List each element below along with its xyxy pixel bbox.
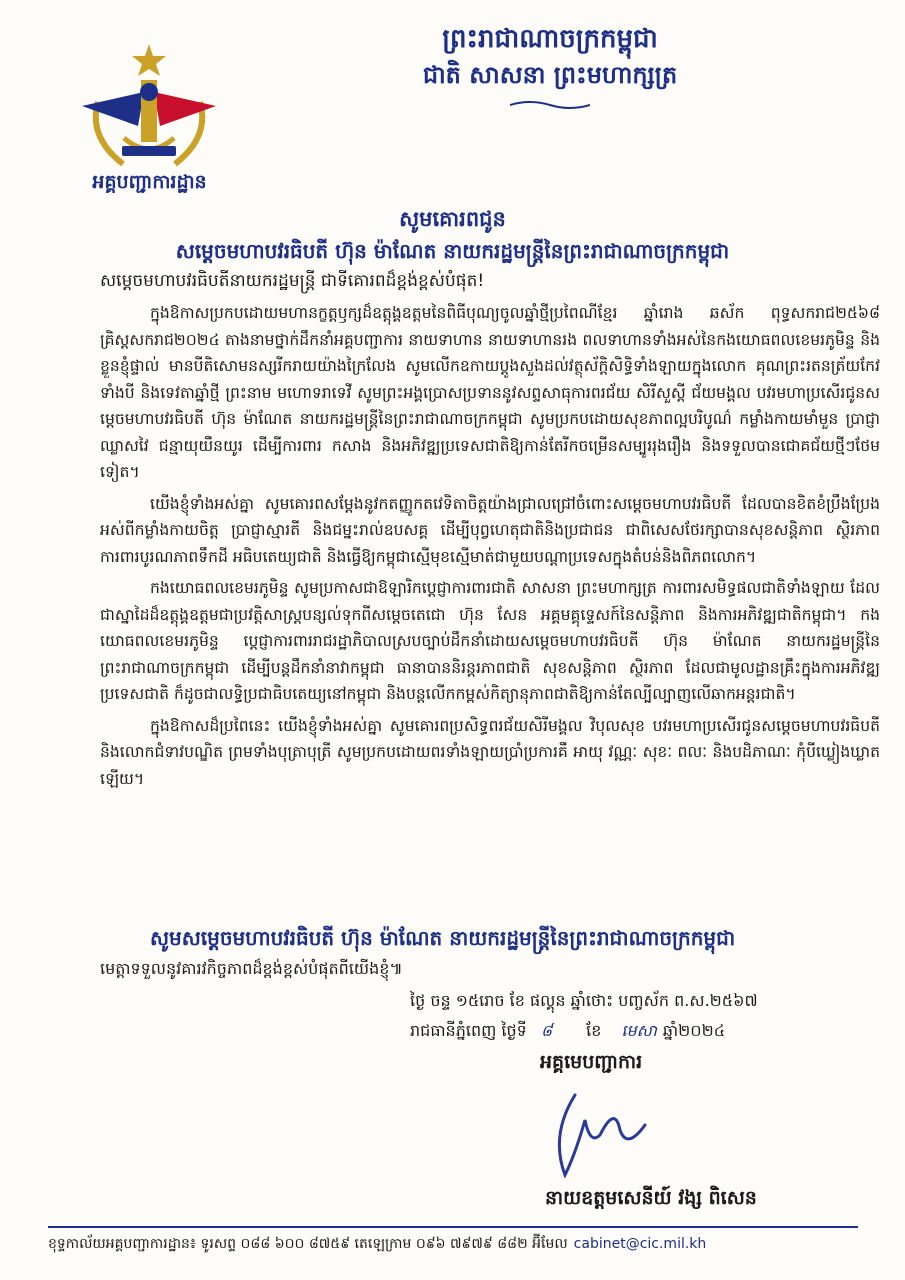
signer-name: នាយឧត្តមសេនីយ៍ វង្ស ពិសេន xyxy=(545,1187,757,1209)
salutation: សម្ដេចមហាបវរធិបតីនាយករដ្ឋមន្ត្រី ជាទីគោរពដ៏ខ្ពង់ខ្ពស់បំផុត! xyxy=(100,271,485,291)
department-name: អគ្គបញ្ជាការដ្ឋាន xyxy=(92,171,207,193)
body-paragraph: ក្នុងឱកាសប្រកបដោយមហានក្ខត្តឫក្សដ៏ឧត្តុង្គឧត្តមនៃពិធីបុណ្យចូលឆ្នាំថ្មីប្រពៃណីខ្មែរ ឆ្នាំរោង ឆស័ក ពុទ្ធសករាជ២៥៦៨ គ្រិស្តសករាជ២០២៤ តាងនាមថ្នាក់ដឹកនាំអគ្គបញ្ជាការ នាយទាហាន នាយទាហានរង ពលទាហានទាំងអស់នៃកងយោធពលខេមរភូមិន្ទ និងខ្លួនខ្ញុំផ្ទាល់ មានបីតិសោមនស្សរីករាយយ៉ាងក្រៃលែង សូមលើកឧកាយប្ដូងសួងដល់វត្ថុស័ក្តិសិទ្ធិទាំងឡាយក្នុងលោក គុណព្រះរតនត្រ័យកែវទាំងបី និងទេវតាឆ្នាំថ្មី ព្រះនាម មហោទរាទេវី សូមព្រះអង្គប្រោសប្រទាននូវសព្ទសាធុការពរជ័យ សិរីសួស្តី ជ័យមង្គល បវរមហាប្រសើរជូនសម្តេចមហាបវរធិបតី ហ៊ុន ម៉ាណែត នាយករដ្ឋមន្ត្រីនៃព្រះរាជាណាចក្រកម្ពុជា សូមប្រកបដោយសុខភាពល្អបរិបូណ៌ កម្លាំងកាយមាំមួន ប្រាជ្ញាឈ្លាសវៃ ជន្មាយុយឺនយូរ ដើម្បីការពារ កសាង និងអភិវឌ្ឍប្រទេសជាតិឱ្យកាន់តែរីកចម្រើនសម្បូររុងរឿង និងទទួលបានជោគជ័យថ្មីៗថែមទៀត។ xyxy=(100,304,880,481)
addressee: សម្តេចមហាបវរធិបតី ហ៊ុន ម៉ាណែត នាយករដ្ឋមន្ត្រីនៃព្រះរាជាណាចក្រកម្ពុជា xyxy=(175,239,730,263)
solar-date xyxy=(410,1020,880,1044)
solar-date-prefix: រាជធានីភ្នំពេញ ថ្ងៃទី xyxy=(410,1021,527,1040)
respectfully-to: សូមគោរពជូន xyxy=(399,207,506,231)
military-emblem-icon xyxy=(78,42,220,174)
closing-bold: សូមសម្តេចមហាបវរធិបតី ហ៊ុន ម៉ាណែត នាយករដ្ឋមន្ត្រីនៃព្រះរាជាណាចក្រកម្ពុជា xyxy=(150,926,736,950)
solar-month: មេសា xyxy=(621,1021,657,1040)
solar-month-label: ខែ xyxy=(586,1021,602,1040)
signature-icon xyxy=(545,1075,695,1185)
body-paragraph: យើងខ្ញុំទាំងអស់គ្នា សូមគោរពសម្ដែងនូវកតញ្ញូកតវេទិតាចិត្តយ៉ាងជ្រាលជ្រៅចំពោះសម្តេចមហាបវរធិបតី ដែលបានខិតខំប្រឹងប្រែងអស់ពីកម្លាំងកាយចិត្ត ប្រាជ្ញាស្មារតី និងជម្នះរាល់ឧបសគ្គ ដើម្បីបុព្វហេតុជាតិនិងប្រជាជន ជាពិសេសថែរក្សាបានសុខសន្តិភាព ស្ថិរភាព ការពារបូរណភាពទឹកដី អធិបតេយ្យជាតិ និងធ្វើឱ្យកម្ពុជាស្មើមុខស្មើមាត់ជាមួយបណ្តាប្រទេសក្នុងតំបន់និងពិភពលោក។ xyxy=(100,494,880,566)
closing-tail: មេត្តាទទួលនូវគារវកិច្ចភាពដ៏ខ្ពង់ខ្ពស់បំផុតពីយើងខ្ញុំ៕ xyxy=(100,959,403,978)
kingdom-title: ព្រះរាជាណាចក្រកម្ពុជា xyxy=(442,24,658,54)
footer-email: cabinet@cic.mil.kh xyxy=(573,1236,707,1252)
body-paragraph: កងយោធពលខេមរភូមិន្ទ សូមប្រកាសជាឱឡារិកប្ដេជ្ញាការពារជាតិ សាសនា ព្រះមហាក្សត្រ ការពារសមិទ្ធផលជាតិទាំងឡាយ ដែលជាស្នាដៃដ៏ឧត្តុង្គឧត្តមជាប្រវត្តិសាស្ត្របន្សល់ទុកពីសម្តេចតេជោ ហ៊ុន សែន អគ្គមគ្គុទ្ទេសក៍នៃសន្តិភាព និងការអភិវឌ្ឍជាតិកម្ពុជា។ កងយោធពលខេមរភូមិន្ទ ប្ដេជ្ញាការពាររាជរដ្ឋាភិបាលស្របច្បាប់ដឹកនាំដោយសម្តេចមហាបវរធិបតី ហ៊ុន ម៉ាណែត នាយករដ្ឋមន្ត្រីនៃព្រះរាជាណាចក្រកម្ពុជា ដើម្បីបន្តដឹកនាំនាវាកម្ពុជា ធានាបាននិរន្តរភាពជាតិ សុខសន្តិភាព ស្ថិរភាព ដែលជាមូលដ្ឋានគ្រឹះក្នុងការអភិវឌ្ឍប្រទេសជាតិ ក៏ដូចជាលទ្ធិប្រជាធិបតេយ្យនៅកម្ពុជា និងបន្តលើកកម្ពស់កិត្យានុភាពជាតិឱ្យកាន់តែល្បីល្បាញលើឆាកអន្តរជាតិ។ xyxy=(100,579,880,703)
national-motto: ជាតិ សាសនា ព្រះមហាក្សត្រ xyxy=(422,61,678,89)
solar-year: ឆ្នាំ២០២៤ xyxy=(662,1021,726,1040)
ornament-divider-icon xyxy=(510,96,590,108)
footer-divider xyxy=(48,1226,858,1228)
solar-day: ៨ xyxy=(540,1021,553,1040)
lunar-date: ថ្ងៃ ចន្ទ ១៥រោច ខែ ផល្គុន ឆ្នាំថោះ បញ្ចស័ក ព.ស.២៥៦៧ xyxy=(410,991,758,1010)
body-paragraph: ក្នុងឱកាសដ៏ប្រពៃនេះ យើងខ្ញុំទាំងអស់គ្នា សូមគោរពប្រសិទ្ធពរជ័យសិរីមង្គល វិបុលសុខ បវរមហាប្រសើរជូនសម្តេចមហាបវរធិបតី និងលោកជំទាវបណ្ឌិត ព្រមទាំងបុត្រាបុត្រី សូមប្រកបដោយពរទាំងឡាយប្រាំប្រការគឺ អាយុ វណ្ណៈ សុខៈ ពលៈ និងបដិភាណៈ កុំបីឃ្លៀងឃ្លាតឡើយ។ xyxy=(100,716,880,788)
footer-contact xyxy=(48,1234,858,1255)
footer-contact-text: ខុទ្ទកាល័យអគ្គបញ្ជាការដ្ឋាន៖ ទូរសព្ទ ០៨៨ ៦០០ ៨៧៥៩ តេឡេក្រាម ០៩៦ ៧៩៧៩ ៨៨២ អ៊ីមែល xyxy=(48,1236,568,1252)
letter-body xyxy=(100,300,880,797)
signer-title: អគ្គមេបញ្ជាការ xyxy=(540,1051,643,1073)
